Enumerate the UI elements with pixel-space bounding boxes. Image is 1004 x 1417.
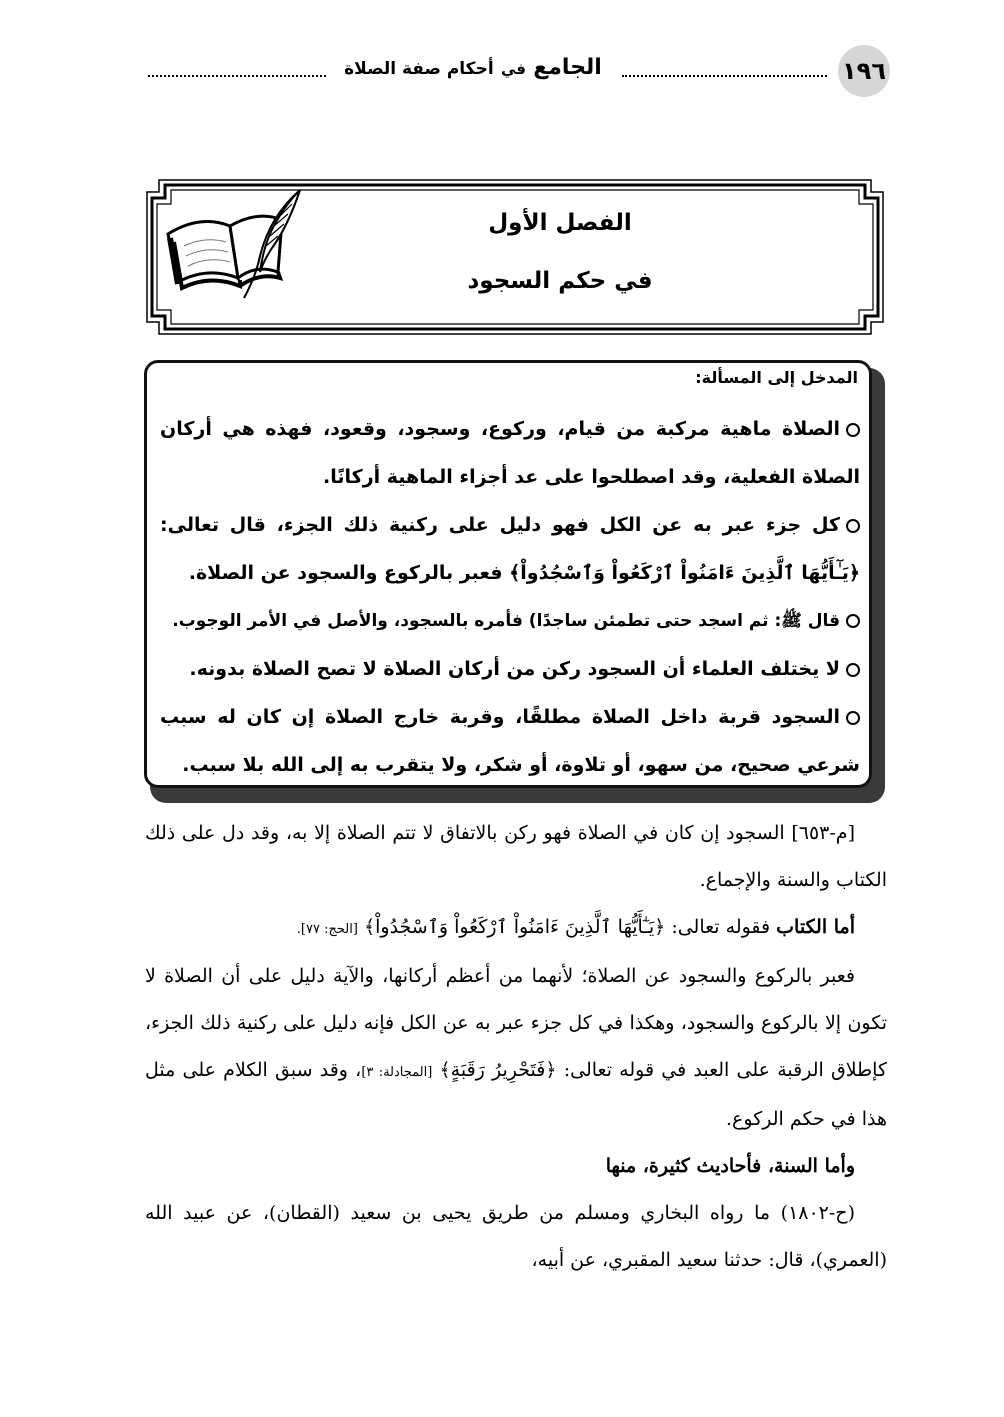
body-paragraph — [145, 1143, 887, 1190]
header-dotted-rule-left — [148, 75, 326, 77]
header-dotted-rule-right — [622, 75, 827, 77]
circle-bullet-icon — [846, 711, 860, 725]
running-header-main: الجامع — [533, 55, 602, 80]
summary-item: الصلاة ماهية مركبة من قيام، وركوع، وسجود، وقعود، فهذه هي أركان الصلاة الفعلية، وقد اصطلحوا على عد أجزاء الماهية أركانًا. — [160, 418, 860, 488]
summary-item: لا يختلف العلماء أن السجود ركن من أركان الصلاة لا تصح الصلاة بدونه. — [160, 645, 860, 693]
summary-item: كل جزء عبر به عن الكل فهو دليل على ركنية ذلك الجزء، قال تعالى: ﴿يَـٰٓأَيُّهَا ٱلَّذِينَ ءَامَنُواْ ٱرْكَعُواْ وَٱسْجُدُواْ﴾ فعبر بالركوع والسجود عن الصلاة. — [160, 514, 860, 584]
quran-reference: [الحج: ٧٧]. — [296, 922, 358, 937]
body-text — [145, 810, 887, 1284]
chapter-subtitle: في حكم السجود — [467, 268, 653, 294]
circle-bullet-icon — [846, 423, 860, 437]
section-label-sunnah: وأما السنة، فأحاديث كثيرة، منها — [605, 1155, 855, 1177]
summary-item: السجود قربة داخل الصلاة مطلقًا، وقربة خارج الصلاة إن كان له سبب شرعي صحيح، من سهو، أو تلاوة، أو شكر، ولا يتقرب به إلى الله بلا سبب. — [160, 706, 860, 776]
body-paragraph: أما الكتاب فقوله تعالى: ﴿يَـٰٓأَيُّهَا ٱلَّذِينَ ءَامَنُواْ ٱرْكَعُواْ وَٱسْجُدُواْ﴾ [الحج: ٧٧]. — [296, 916, 855, 938]
summary-item: قال ﷺ: ثم اسجد حتى تطمئن ساجدًا) فأمره بالسجود، والأصل في الأمر الوجوب. — [160, 597, 860, 645]
book-and-quill-icon — [160, 186, 310, 306]
body-paragraph: [م-٦٥٣] السجود إن كان في الصلاة فهو ركن بالاتفاق لا تتم الصلاة إلا به، وقد دل على ذلك الكتاب والسنة والإجماع. — [145, 822, 887, 891]
circle-bullet-icon — [846, 663, 860, 677]
summary-list — [160, 405, 860, 789]
circle-bullet-icon — [846, 519, 860, 533]
circle-bullet-icon — [846, 614, 860, 628]
chapter-title: الفصل الأول — [488, 210, 632, 236]
summary-heading: المدخل إلى المسألة: — [695, 368, 858, 387]
body-paragraph: فعبر بالركوع والسجود عن الصلاة؛ لأنهما من أعظم أركانها، والآية دليل على أن الصلاة لا تكون إلا بالركوع والسجود، وهكذا في كل جزء عبر به عن الكل فإنه دليل على ركنية ذلك الجزء، كإطلاق الرقبة على العبد في قوله تعالى: ﴿فَتَحْرِيرُ رَقَبَةٍ﴾ [المجادلة: ٣]، وقد سبق الكلام على مثل هذا في حكم الركوع. — [145, 965, 888, 1130]
quran-reference: [المجادلة: ٣] — [361, 1065, 433, 1080]
running-header-connector: في — [500, 60, 526, 78]
page-number: ١٩٦ — [838, 45, 890, 97]
section-label-book: أما الكتاب — [776, 916, 855, 938]
body-paragraph: (ح-١٨٠٢) ما رواه البخاري ومسلم من طريق يحيى بن سعيد (القطان)، عن عبيد الله (العمري)، قال: حدثنا سعيد المقبري، عن أبيه، — [145, 1202, 887, 1271]
running-header-rest: أحكام صفة الصلاة — [344, 59, 494, 79]
running-header — [334, 55, 612, 80]
